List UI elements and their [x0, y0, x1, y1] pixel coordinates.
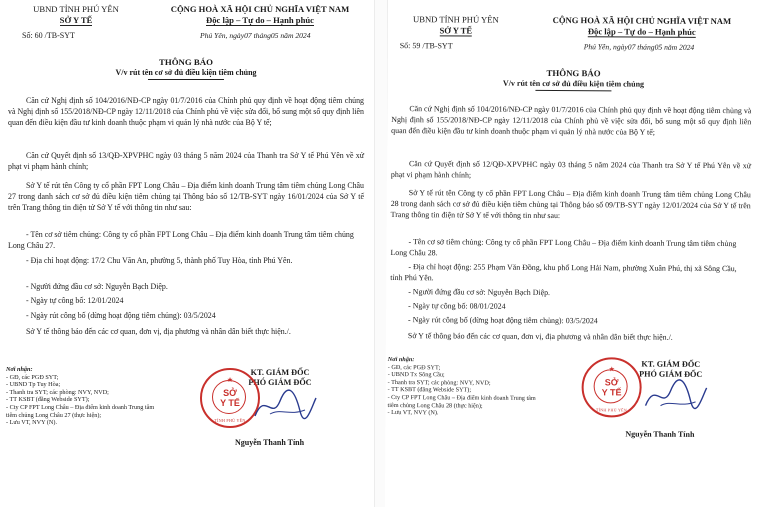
recipient-item: - TT KSBT (đăng Webside SYT); — [387, 386, 472, 394]
stamp-text-bottom: Y TẾ — [601, 387, 622, 398]
item-address: - Địa chỉ hoạt động: 255 Phạm Văn Đồng, khu phố Long Hải Nam, phường Xuân Phú, thị xã Sông Cầu, tỉnh Phú Yên. — [390, 262, 737, 283]
org-header — [26, 4, 126, 26]
document-title: THÔNG BÁO — [546, 67, 601, 79]
handwritten-signature — [640, 376, 710, 420]
recipient-item: - Lưu VT, NVY (N). — [6, 419, 58, 427]
recipient-item: - Cty CP FPT Long Châu – Địa điểm kinh doanh Trung tâm tiêm chủng Long Châu 28 (thực hiện); — [387, 393, 536, 410]
document-date: Phú Yên, ngày07 tháng05 năm 2024 — [583, 42, 695, 52]
recipient-item: - Lưu VT, NVY (N). — [387, 409, 439, 417]
recipient-item: - GĐ, các PGĐ SYT; — [6, 373, 59, 381]
signer-name: Nguyễn Thanh Tính — [625, 429, 695, 439]
recipients-list — [6, 366, 156, 427]
motto: Độc lập – Tự do – Hạnh phúc — [587, 26, 696, 37]
signature-title-2: PHÓ GIÁM ĐỐC — [248, 378, 312, 387]
recipients-heading: Nơi nhận: — [387, 356, 415, 364]
recipients-heading: Nơi nhận: — [6, 366, 33, 373]
stamp-ring-text: TỈNH PHÚ YÊN — [214, 418, 246, 423]
paragraph-legal-basis-1: Căn cứ Nghị định số 104/2016/NĐ-CP ngày 01/7/2016 của Chính phủ quy định về hoạt động tiêm chủng và Nghị định số 155/2018/NĐ-CP ngày 12/11/2018 của Chính phủ về việc sửa đổi, bổ sung một số quy định liên quan đến điều kiện đầu tư kinh doanh thuộc phạm vi quản lý nhà nước của Bộ Y tế; — [8, 96, 364, 128]
paragraph-withdrawal: Sở Y tế rút tên Công ty cổ phần FPT Long Châu – Địa điểm kinh doanh Trung tâm tiêm chủng Long Châu 28 trong danh sách cơ sở đủ điều kiện tiêm chủng tại Thông báo số 09/TB-SYT ngày 12/01/2024 của Sở Y tế trên Trang thông tin điện tử Sở Y tế với thông tin như sau: — [390, 188, 751, 221]
recipients-list — [387, 356, 537, 418]
item-address: - Địa chỉ hoạt động: 17/2 Chu Văn An, phường 5, thành phố Tuy Hòa, tỉnh Phú Yên. — [26, 256, 293, 265]
notice-document-60 — [0, 0, 372, 507]
paragraph-legal-basis-2: Căn cứ Quyết định số 13/QĐ-XPVPHC ngày 03 tháng 5 năm 2024 của Thanh tra Sở Y tế Phú Yên về xử phạt vi phạm hành chính; — [8, 151, 364, 172]
title-divider — [535, 90, 611, 91]
stamp-ring-text: TỈNH PHÚ YÊN — [595, 407, 628, 413]
document-subtitle: V/v rút tên cơ sở đủ điều kiện tiêm chủng — [115, 68, 257, 77]
paragraph-closing: Sở Y tế thông báo đến các cơ quan, đơn vị, địa phương và nhân dân biết thực hiện./. — [407, 331, 673, 342]
signature-title-2: PHÓ GIÁM ĐỐC — [639, 369, 703, 379]
notice-document-59 — [385, 0, 760, 509]
national-header — [528, 15, 756, 38]
recipient-item: - UBND Tx Sông Cầu; — [387, 371, 445, 379]
org-line-1: UBND TỈNH PHÚ YÊN — [412, 14, 499, 25]
signer-name: Nguyễn Thanh Tính — [235, 438, 305, 447]
org-line-1: UBND TỈNH PHÚ YÊN — [33, 4, 119, 14]
document-date: Phú Yên, ngày07 tháng05 năm 2024 — [200, 31, 311, 40]
paragraph-closing: Sở Y tế thông báo đến các cơ quan, đơn vị, địa phương và nhân dân biết thực hiện./. — [26, 327, 291, 336]
document-number: Số: 60 /TB-SYT — [22, 31, 75, 40]
signature-title-1: KT. GIÁM ĐỐC — [641, 359, 701, 369]
country-name: CỘNG HOÀ XÃ HỘI CHỦ NGHĨA VIỆT NAM — [170, 4, 350, 14]
item-self-declared-date: - Ngày tự công bố: 08/01/2024 — [408, 301, 506, 311]
recipient-item: - Thanh tra SYT; các phòng: NVY, NVD; — [6, 388, 109, 396]
paragraph-withdrawal: Sở Y tế rút tên Công ty cổ phần FPT Long Châu – Địa điểm kinh doanh Trung tâm tiêm chủng Long Châu 27 trong danh sách cơ sở đủ điều kiện tiêm chủng tại Thông báo số 12/TB-SYT ngày 16/01/2024 của Sở Y tế trên Trang thông tin điện tử Sở Y tế với thông tin như sau: — [8, 181, 364, 213]
item-head-person: - Người đứng đầu cơ sở: Nguyễn Bạch Diệp. — [26, 282, 168, 291]
document-subtitle: V/v rút tên cơ sở đủ điều kiện tiêm chủng — [502, 78, 645, 89]
handwritten-signature — [250, 386, 320, 426]
recipient-item: - Cty CP FPT Long Châu – Địa điểm kinh doanh Trung tâm tiêm chủng Long Châu 27 (thực hiện); — [6, 403, 155, 419]
official-stamp: ★ SỞ Y TẾ TỈNH PHÚ YÊN — [200, 368, 260, 428]
recipient-item: - UBND Tp Tuy Hòa; — [6, 381, 61, 389]
signature-title-1: KT. GIÁM ĐỐC — [250, 368, 310, 377]
item-head-person: - Người đứng đầu cơ sở: Nguyễn Bạch Diệp. — [408, 287, 551, 297]
paragraph-legal-basis-1: Căn cứ Nghị định số 104/2016/NĐ-CP ngày 01/7/2016 của Chính phủ quy định về hoạt động tiêm chủng và Nghị định số 155/2018/NĐ-CP ngày 12/11/2018 của Chính phủ về việc sửa đổi, bổ sung một số quy định liên quan đến điều kiện đầu tư kinh doanh thuộc phạm vi quản lý nhà nước của Bộ Y tế; — [391, 104, 752, 138]
motto: Độc lập – Tự do – Hạnh phúc — [206, 15, 314, 25]
item-facility-name: - Tên cơ sở tiêm chủng: Công ty cổ phần FPT Long Châu – Địa điểm kinh doanh Trung tâm tiêm chủng Long Châu 28. — [390, 237, 737, 258]
org-line-2: SỞ Y TẾ — [59, 15, 93, 25]
paragraph-legal-basis-2: Căn cứ Quyết định số 12/QĐ-XPVPHC ngày 03 tháng 5 năm 2024 của Thanh tra Sở Y tế Phú Yên về xử phạt vi phạm hành chính; — [390, 159, 752, 180]
org-line-2: SỞ Y TẾ — [439, 25, 473, 36]
stamp-text-top: SỞ — [223, 388, 237, 398]
recipient-item: - TT KSBT (đăng Webside SYT); — [6, 396, 90, 404]
recipient-item: - Thanh tra SYT; các phòng: NVY, NVD; — [387, 378, 491, 387]
stamp-text-bottom: Y TẾ — [220, 398, 240, 408]
item-self-declared-date: - Ngày tự công bố: 12/01/2024 — [26, 296, 124, 305]
national-header — [150, 4, 370, 26]
org-header — [406, 14, 506, 37]
country-name: CỘNG HOÀ XÃ HỘI CHỦ NGHĨA VIỆT NAM — [552, 15, 732, 27]
item-withdrawal-date: - Ngày rút công bố (dừng hoạt động tiêm chủng): 03/5/2024 — [26, 311, 216, 320]
document-title: THÔNG BÁO — [158, 57, 213, 67]
recipient-item: - GĐ, các PGĐ SYT; — [387, 363, 441, 371]
official-stamp: ★ SỞ Y TẾ TỈNH PHÚ YÊN — [581, 357, 641, 417]
item-withdrawal-date: - Ngày rút công bố (dừng hoạt động tiêm chủng): 03/5/2024 — [408, 315, 598, 326]
stamp-text-top: SỞ — [604, 377, 619, 388]
document-number: Số: 59 /TB-SYT — [399, 41, 453, 51]
title-divider — [148, 79, 224, 80]
item-facility-name: - Tên cơ sở tiêm chủng: Công ty cổ phần FPT Long Châu – Địa điểm kinh doanh Trung tâm tiêm chủng Long Châu 27. — [8, 230, 354, 251]
